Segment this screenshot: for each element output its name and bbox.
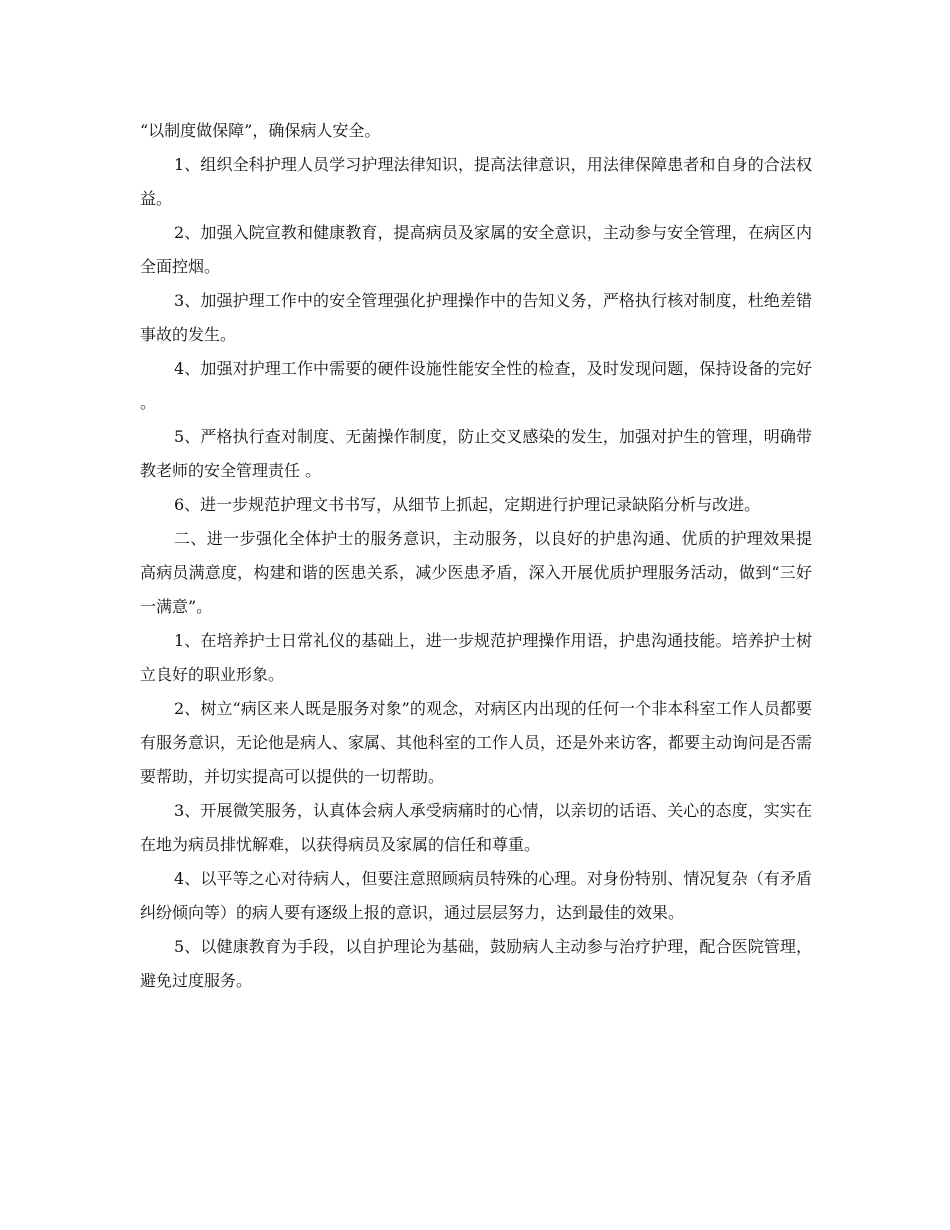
paragraph-item-5: 5、严格执行查对制度、无菌操作制度，防止交叉感染的发生，加强对护生的管理，明确带教老师的安全管理责任 。	[140, 427, 812, 480]
paragraph-intro: “以制度做保障”，确保病人安全。	[140, 121, 381, 140]
paragraph-item-6: 6、进一步规范护理文书书写，从细节上抓起，定期进行护理记录缺陷分析与改进。	[174, 495, 761, 514]
paragraph-item-4: 4、加强对护理工作中需要的硬件设施性能安全性的检查，及时发现问题，保持设备的完好。	[140, 359, 812, 412]
paragraph-service-1: 1、在培养护士日常礼仪的基础上，进一步规范护理操作用语，护患沟通技能。培养护士树立良好的职业形象。	[140, 631, 812, 684]
paragraph-service-4: 4、以平等之心对待病人，但要注意照顾病员特殊的心理。对身份特别、情况复杂（有矛盾纠纷倾向等）的病人要有逐级上报的意识，通过层层努力，达到最佳的效果。	[140, 869, 812, 922]
paragraph-service-3: 3、开展微笑服务，认真体会病人承受病痛时的心情，以亲切的话语、关心的态度，实实在在地为病员排忧解难，以获得病员及家属的信任和尊重。	[140, 801, 812, 854]
paragraph-item-1: 1、组织全科护理人员学习护理法律知识，提高法律意识，用法律保障患者和自身的合法权益。	[140, 155, 812, 208]
section-heading-two: 二、进一步强化全体护士的服务意识，主动服务，以良好的护患沟通、优质的护理效果提高病员满意度，构建和谐的医患关系，减少医患矛盾，深入开展优质护理服务活动，做到“三好一满意”。	[140, 529, 812, 616]
paragraph-service-2: 2、树立“病区来人既是服务对象”的观念，对病区内出现的任何一个非本科室工作人员都要有服务意识，无论他是病人、家属、其他科室的工作人员，还是外来访客，都要主动询问是否需要帮助，并切实提高可以提供的一切帮助。	[140, 699, 813, 786]
document-body	[140, 114, 812, 998]
paragraph-item-2: 2、加强入院宣教和健康教育，提高病员及家属的安全意识，主动参与安全管理，在病区内全面控烟。	[140, 223, 812, 276]
paragraph-service-5: 5、以健康教育为手段，以自护理论为基础，鼓励病人主动参与治疗护理，配合医院管理，避免过度服务。	[140, 937, 812, 990]
paragraph-item-3: 3、加强护理工作中的安全管理强化护理操作中的告知义务，严格执行核对制度，杜绝差错事故的发生。	[140, 291, 812, 344]
